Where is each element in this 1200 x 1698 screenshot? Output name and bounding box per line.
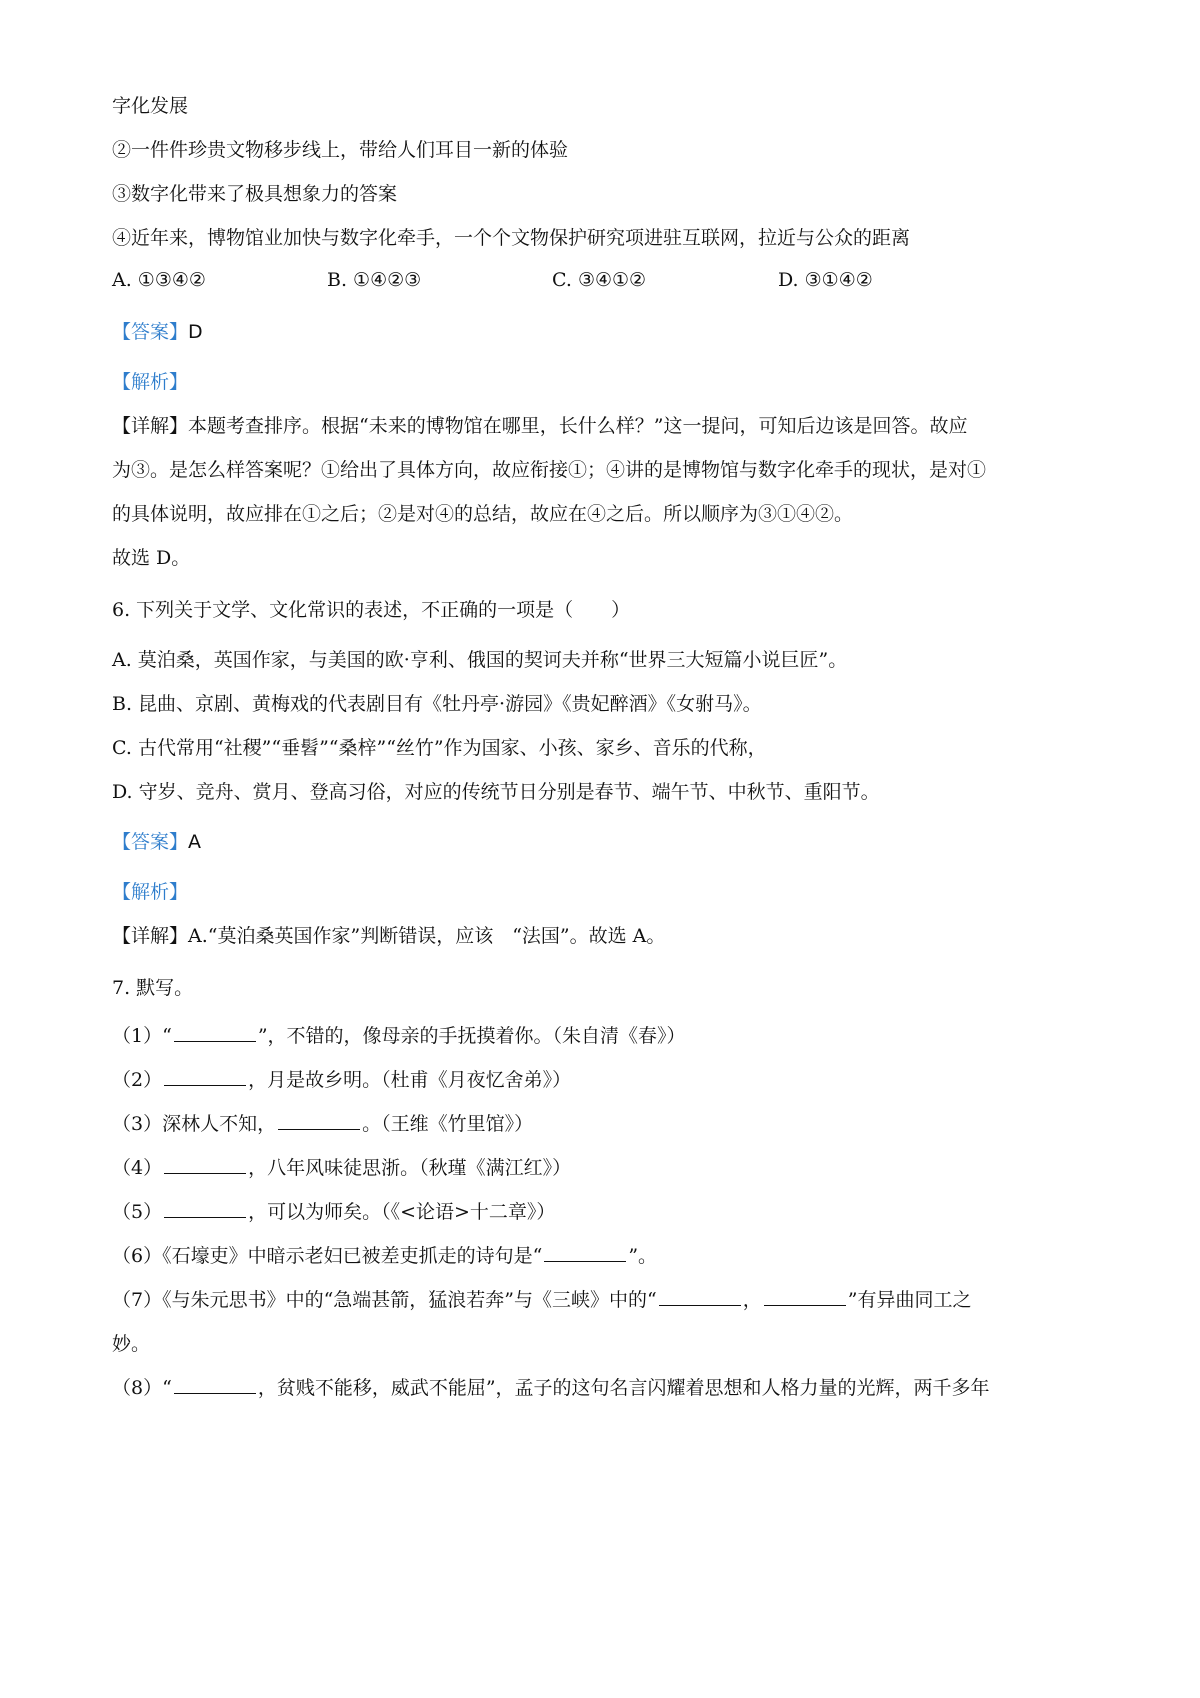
item-text: ，可以为师矣。（《<论语>十二章》）	[248, 1201, 556, 1223]
q5-answer	[112, 318, 203, 346]
item-text: （5）	[112, 1201, 163, 1223]
q5-detail-line: 故选 D。	[112, 547, 191, 569]
q5-detail-line	[112, 412, 967, 440]
fill-blank[interactable]	[764, 1287, 846, 1306]
item-text: （2）	[112, 1069, 163, 1091]
q6-detail-line	[112, 922, 665, 950]
q7-item	[112, 1242, 657, 1270]
item-text: ”。	[628, 1245, 658, 1267]
q5-option-b: B. ①④②③	[327, 269, 422, 291]
answer-value: D	[188, 321, 203, 343]
q7-item	[112, 1066, 571, 1094]
fill-blank[interactable]	[544, 1243, 626, 1262]
item-text: （7）《与朱元思书》中的“急端甚箭，猛浪若奔”与《三峡》中的“	[112, 1289, 657, 1311]
answer-value: A	[188, 831, 202, 853]
item-text: ，月是故乡明。（杜甫《月夜忆舍弟》）	[248, 1069, 572, 1091]
q5-detail-line: 为③。是怎么样答案呢？①给出了具体方向，故应衔接①；④讲的是博物馆与数字化牵手的现状，是对①	[112, 459, 987, 481]
item-text: （4）	[112, 1157, 163, 1179]
q7-item	[112, 1198, 555, 1226]
fill-blank[interactable]	[174, 1375, 256, 1394]
item-text: ，贫贱不能移，威武不能屈”，孟子的这句名言闪耀着思想和人格力量的光辉，两千多年	[257, 1377, 990, 1399]
q6-option-d: D. 守岁、竞舟、赏月、登高习俗，对应的传统节日分别是春节、端午节、中秋节、重阳节。	[112, 781, 880, 803]
q7-stem: 7. 默写。	[112, 977, 194, 999]
q5-option-d: D. ③①④②	[778, 269, 873, 291]
q5-option-a: A. ①③④②	[112, 269, 206, 291]
answer-tag: 【答案】	[112, 321, 189, 343]
detail-tag: 【详解】	[112, 925, 189, 947]
q7-item	[112, 1110, 533, 1138]
fill-blank[interactable]	[174, 1023, 256, 1042]
q7-item	[112, 1154, 571, 1182]
q5-text-line: ②一件件珍贵文物移步线上，带给人们耳目一新的体验	[112, 139, 569, 161]
item-text: （8）“	[112, 1377, 172, 1399]
q7-item	[112, 1286, 971, 1314]
q5-analysis-tag: 【解析】	[112, 371, 189, 393]
q7-item-continued: 妙。	[112, 1333, 151, 1355]
item-text: ，	[742, 1289, 762, 1311]
q5-option-c: C. ③④①②	[552, 269, 647, 291]
item-text: ”，不错的，像母亲的手抚摸着你。（朱自清《春》）	[257, 1025, 686, 1047]
q7-item	[112, 1022, 686, 1050]
q6-analysis-tag: 【解析】	[112, 881, 189, 903]
fill-blank[interactable]	[164, 1155, 246, 1174]
detail-tag: 【详解】	[112, 415, 189, 437]
q5-text-line: 字化发展	[112, 95, 189, 117]
fill-blank[interactable]	[164, 1067, 246, 1086]
q5-text-line: ③数字化带来了极具想象力的答案	[112, 183, 398, 205]
fill-blank[interactable]	[659, 1287, 741, 1306]
q6-option-a: A. 莫泊桑，英国作家，与美国的欧·亨利、俄国的契诃夫并称“世界三大短篇小说巨匠”。	[112, 649, 848, 671]
q6-answer	[112, 828, 201, 856]
answer-tag: 【答案】	[112, 831, 189, 853]
fill-blank[interactable]	[164, 1199, 246, 1218]
q6-option-c: C. 古代常用“社稷”“垂髫”“桑梓”“丝竹”作为国家、小孩、家乡、音乐的代称，	[112, 737, 767, 759]
item-text: （1）“	[112, 1025, 172, 1047]
detail-text: A.“莫泊桑英国作家”判断错误，应该 “法国”。故选 A。	[188, 925, 666, 947]
detail-text: 本题考查排序。根据“未来的博物馆在哪里，长什么样？”这一提问，可知后边该是回答。故应	[188, 415, 968, 437]
q5-text-line: ④近年来，博物馆业加快与数字化牵手，一个个文物保护研究项进驻互联网，拉近与公众的距离	[112, 227, 911, 249]
item-text: ，八年风味徒思浙。（秋瑾《满江红》）	[248, 1157, 572, 1179]
fill-blank[interactable]	[278, 1111, 360, 1130]
item-text: ”有异曲同工之	[847, 1289, 972, 1311]
q7-item	[112, 1374, 990, 1402]
q6-option-b: B. 昆曲、京剧、黄梅戏的代表剧目有《牡丹亭·游园》《贵妃醉酒》《女驸马》。	[112, 693, 762, 715]
item-text: （6）《石壕吏》中暗示老妇已被差吏抓走的诗句是“	[112, 1245, 543, 1267]
item-text: （3）深林人不知，	[112, 1113, 277, 1135]
item-text: 。（王维《竹里馆》）	[362, 1113, 534, 1135]
q6-stem: 6. 下列关于文学、文化常识的表述，不正确的一项是（ ）	[112, 599, 631, 621]
q5-detail-line: 的具体说明，故应排在①之后；②是对④的总结，故应在④之后。所以顺序为③①④②。	[112, 503, 854, 525]
